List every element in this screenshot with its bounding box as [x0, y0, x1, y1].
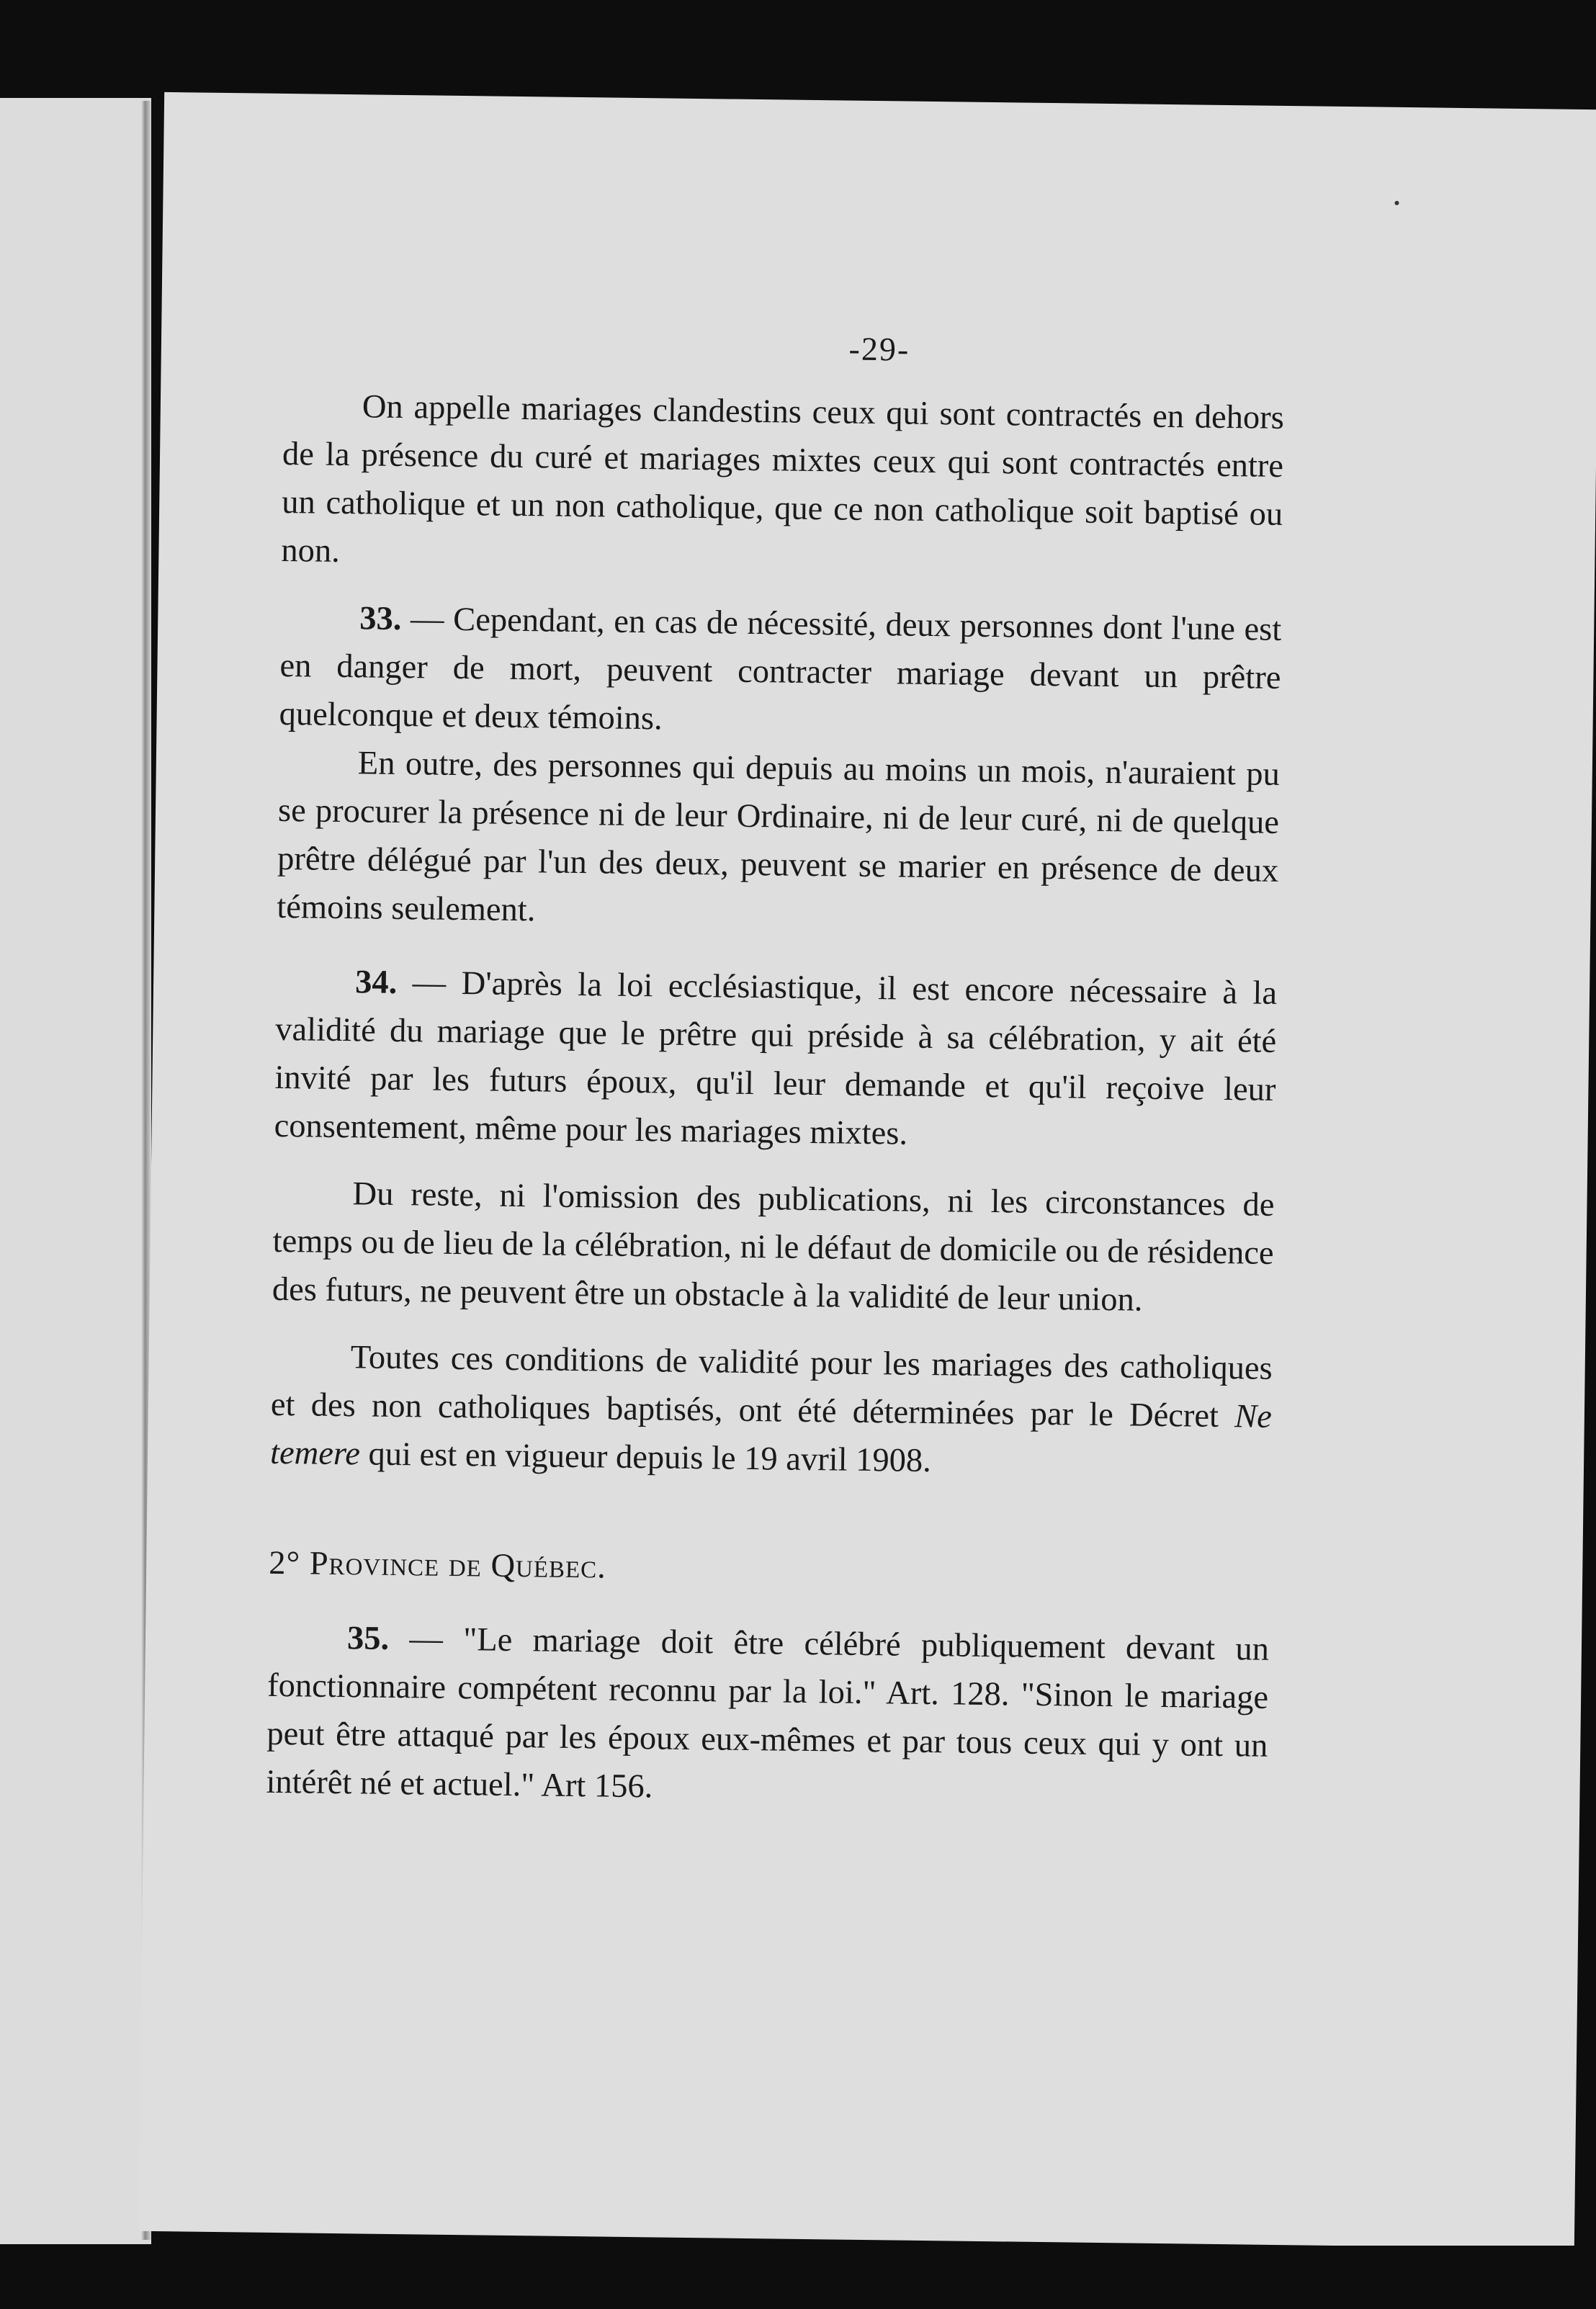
- paragraph-en-outre: [277, 738, 1280, 943]
- paragraph-34: [274, 957, 1277, 1162]
- paragraph-text: Toutes ces conditions de validité pour les mariages des catholiques et des non catholiques baptisés, ont été déterminées par le Décret: [270, 1339, 1273, 1435]
- section-title: Province de Québec.: [309, 1545, 607, 1586]
- paragraph-number: 34.: [354, 964, 398, 1001]
- decree-title: Ne temere: [269, 1398, 1273, 1473]
- paragraph-35: [266, 1613, 1269, 1819]
- paragraph-toutes-ces-conditions: [270, 1332, 1273, 1489]
- paragraph-clandestine-marriages: [281, 382, 1284, 587]
- section-number: 2°: [268, 1544, 310, 1582]
- book-page: [138, 92, 1596, 2249]
- paragraph-text: — "Le mariage doit être célébré publiquement devant un fonctionnaire compétent reconnu par la loi." Art. 128. "Sinon le mariage peut être attaqué par les époux eux-mêmes et par tous ceux qui y ont un intérêt né et actuel." Art 156.: [266, 1620, 1270, 1806]
- paper-speck: [1394, 201, 1399, 205]
- page-number: -29-: [848, 330, 910, 368]
- scan-border: [0, 2246, 1596, 2309]
- paragraph-text: — D'après la loi ecclésiastique, il est encore nécessaire à la validité du mariage que le prêtre qui préside à sa célébration, y ait été invité par les futurs époux, qu'il leur demande et qu'il reçoive leur consentement, même pour les mariages mixtes.: [274, 964, 1278, 1152]
- paragraph-33: [279, 593, 1281, 750]
- facing-page-edge: [0, 98, 151, 2244]
- paragraph-text: En outre, des personnes qui depuis au moins un mois, n'auraient pu se procurer la présence ni de leur Ordinaire, ni de leur curé, ni de quelque prêtre délégué par l'un des deux, peuvent se marier en présence de deux témoins seulement.: [277, 745, 1281, 929]
- paragraph-text: Du reste, ni l'omission des publications, ni les circonstances de temps ou de lieu de la célébration, ni le défaut de domicile ou de résidence des futurs, ne peuvent être un obstacle à la validité de leur union.: [272, 1175, 1275, 1319]
- paragraph-du-reste: [272, 1169, 1275, 1326]
- paragraph-text: — Cependant, en cas de nécessité, deux personnes dont l'une est en danger de mort, peuvent contracter mariage devant un prêtre quelconque et deux témoins.: [279, 601, 1282, 737]
- body-text: [266, 382, 1284, 1819]
- section-heading: [269, 1539, 1270, 1600]
- paragraph-text: qui est en vigueur depuis le 19 avril 1908.: [359, 1435, 932, 1480]
- paragraph-number: 35.: [346, 1620, 390, 1657]
- paragraph-text: On appelle mariages clandestins ceux qui sont contractés en dehors de la présence du curé et mariages mixtes ceux qui sont contractés entre un catholique et un non catholique, que ce non catholique soit baptisé ou non.: [281, 388, 1285, 570]
- paragraph-number: 33.: [359, 600, 402, 638]
